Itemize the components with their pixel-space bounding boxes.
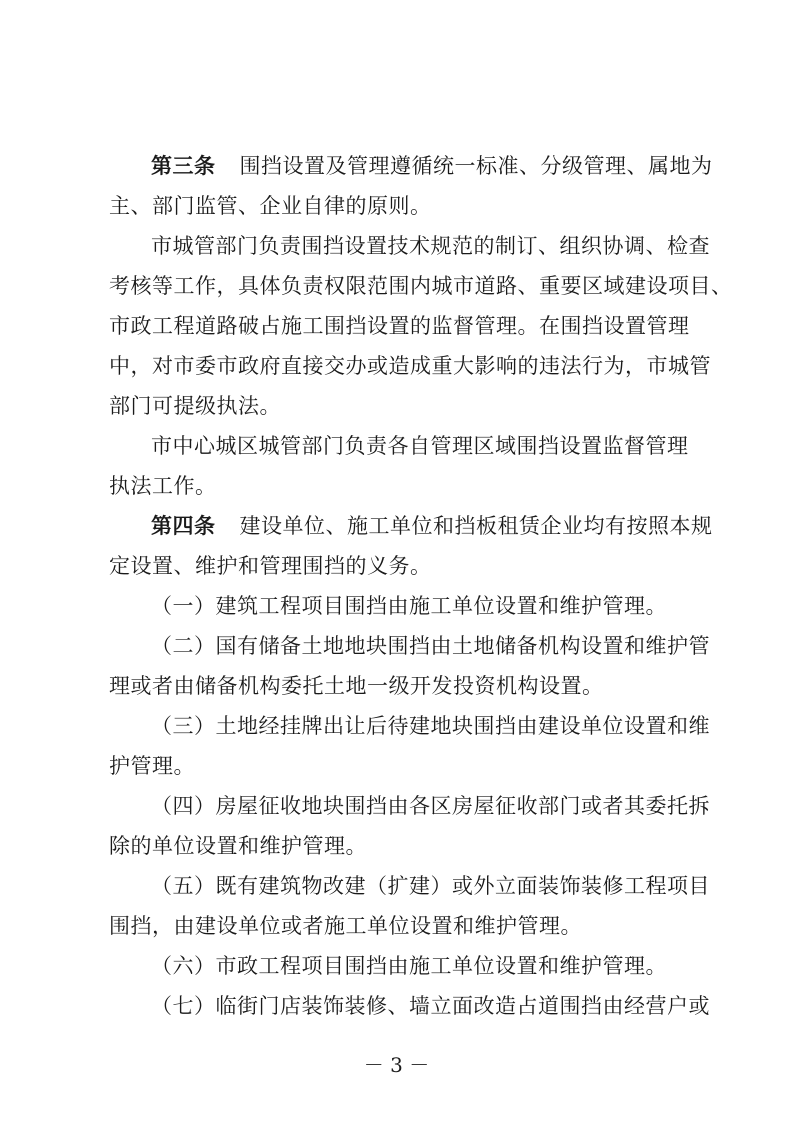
article4-item-3-line2: 护管理。 [109, 754, 195, 778]
article3-para2-line5: 部门可提级执法。 [109, 394, 281, 418]
article3-para3-line2: 执法工作。 [109, 474, 217, 498]
article3-para2-line4: 中，对市委市政府直接交办或造成重大影响的违法行为，市城管 [109, 354, 711, 378]
article3-first-line [151, 152, 713, 180]
article4-item-5-line2: 围挡，由建设单位或者施工单位设置和维护管理。 [109, 914, 582, 938]
article4-heading: 第四条 [151, 513, 216, 538]
article3-line2: 主、部门监管、企业自律的原则。 [109, 194, 432, 218]
article4-item-2-line1: （二）国有储备土地地块围挡由土地储备机构设置和维护管 [151, 634, 710, 658]
article3-para2-line1: 市城管部门负责围挡设置技术规范的制订、组织协调、检查 [151, 234, 710, 258]
article4-item-5-line1: （五）既有建筑物改建（扩建）或外立面装饰装修工程项目 [151, 874, 710, 898]
article3-para3-line1: 市中心城区城管部门负责各自管理区域围挡设置监督管理 [151, 434, 689, 458]
article3-para2-line3: 市政工程道路破占施工围挡设置的监督管理。在围挡设置管理 [109, 314, 690, 338]
article4-item-4-line2: 除的单位设置和维护管理。 [109, 834, 367, 858]
article3-heading: 第三条 [151, 153, 216, 178]
article4-item-6: （六）市政工程项目围挡由施工单位设置和维护管理。 [151, 954, 667, 978]
page-number: － 3 － [363, 1053, 430, 1077]
article3-para2-line2: 考核等工作，具体负责权限范围内城市道路、重要区域建设项目、 [109, 274, 733, 298]
article4-line1: 建设单位、施工单位和挡板租赁企业均有按照本规 [239, 514, 713, 538]
article4-item-2-line2: 理或者由储备机构委托土地一级开发投资机构设置。 [109, 674, 604, 698]
article4-line2: 定设置、维护和管理围挡的义务。 [109, 554, 432, 578]
article4-item-3-line1: （三）土地经挂牌出让后待建地块围挡由建设单位设置和维 [151, 714, 710, 738]
article4-item-4-line1: （四）房屋征收地块围挡由各区房屋征收部门或者其委托拆 [151, 794, 710, 818]
article3-line1: 围挡设置及管理遵循统一标准、分级管理、属地为 [239, 154, 713, 178]
article4-item-7-line1: （七）临街门店装饰装修、墙立面改造占道围挡由经营户或 [151, 994, 710, 1018]
article4-first-line [151, 512, 713, 540]
article4-item-1: （一）建筑工程项目围挡由施工单位设置和维护管理。 [151, 594, 667, 618]
